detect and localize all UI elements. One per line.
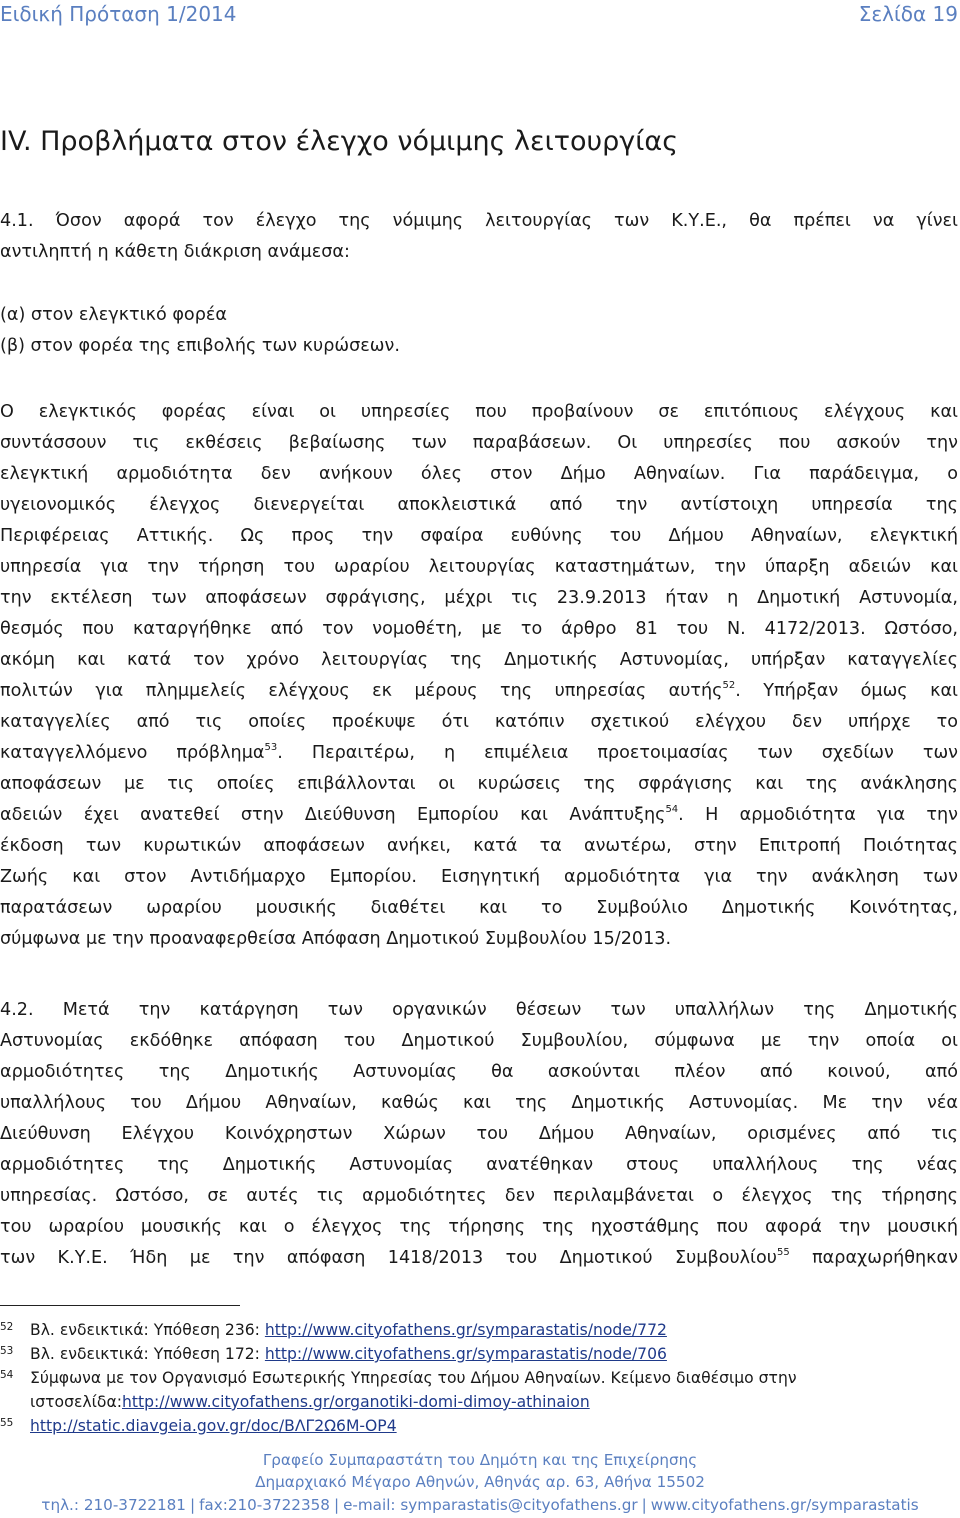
paragraph-line: συντάσσουν τις εκθέσεις βεβαίωσης των παραβάσεων. Οι υπηρεσίες που ασκούν την	[0, 433, 958, 453]
paragraph-line: σύμφωνα με την προαναφερθείσα Απόφαση Δημοτικού Συμβουλίου 15/2013.	[0, 929, 672, 949]
text-segment: παραχωρήθηκαν	[789, 1248, 958, 1268]
paragraph-line: παρατάσεων ωραρίου μουσικής διαθέτει και το Συμβούλιο Δημοτικής Κοινότητας,	[0, 898, 958, 918]
paragraph-4-1	[0, 206, 958, 268]
footnote-link[interactable]: http://www.cityofathens.gr/symparastatis/node/706	[264, 1345, 667, 1363]
paragraph-line: Ο ελεγκτικός φορέας είναι οι υπηρεσίες που προβαίνουν σε επιτόπιους ελέγχους και	[0, 402, 958, 422]
paragraph-line: Ζωής και στον Αντιδήμαρχο Εμπορίου. Εισηγητική αρμοδιότητα για την ανάκληση των	[0, 867, 958, 887]
footnote-ref-54[interactable]: 54	[665, 804, 679, 815]
text-segment: αδειών έχει ανατεθεί στην Διεύθυνση Εμπορίου και Ανάπτυξης	[0, 805, 666, 825]
header-document-title: Ειδική Πρόταση 1/2014	[0, 2, 237, 26]
footnote-ref-52[interactable]: 52	[722, 680, 736, 691]
footnote-text: ιστοσελίδα:	[30, 1393, 122, 1411]
footnote-separator	[0, 1305, 240, 1306]
text-segment: καταγγελλόμενο πρόβλημα	[0, 743, 265, 763]
footer-fax: fax:210-3722358	[199, 1496, 330, 1514]
paragraph-line: καταγγελίες από τις οποίες προέκυψε ότι κατόπιν σχετικού ελέγχου δεν υπήρχε το	[0, 712, 958, 732]
text-segment: . Η αρμοδιότητα για την	[678, 805, 958, 825]
footnote-text: Σύμφωνα με τον Οργανισμό Εσωτερικής Υπηρεσίας του Δήμου Αθηναίων. Κείμενο διαθέσιμο στην	[30, 1369, 797, 1387]
paragraph-line: Περιφέρειας Αττικής. Ως προς την σφαίρα ευθύνης του Δήμου Αθηναίων, ελεγκτική	[0, 526, 958, 546]
list-item: (β) στον φορέα της επιβολής των κυρώσεων.	[0, 336, 400, 356]
paragraph-line: υγειονομικός έλεγχος διενεργείται αποκλειστικά από την αντίστοιχη υπηρεσία της	[0, 495, 958, 515]
paragraph-line: αντιληπτή η κάθετη διάκριση ανάμεσα:	[0, 242, 350, 262]
footer-separator: |	[189, 1496, 196, 1514]
paragraph-line: 4.1. Όσον αφορά τον έλεγχο της νόμιμης λειτουργίας των Κ.Υ.Ε., θα πρέπει να γίνει	[0, 211, 958, 231]
footnote-link[interactable]: http://www.cityofathens.gr/symparastatis/node/772	[264, 1321, 667, 1339]
footer-separator: |	[333, 1496, 340, 1514]
paragraph-line: 4.2. Μετά την κατάργηση των οργανικών θέσεων των υπαλλήλων της Δημοτικής	[0, 1000, 958, 1020]
paragraph-line: αρμοδιότητες της Δημοτικής Αστυνομίας θα ασκούνται πλέον από κοινού, από	[0, 1062, 958, 1082]
paragraph-line: του ωραρίου μουσικής και ο έλεγχος της τήρησης της ηχοστάθμης που αφορά την μουσική	[0, 1217, 958, 1237]
section-title: IV. Προβλήματα στον έλεγχο νόμιμης λειτουργίας	[0, 126, 679, 157]
footnote-54	[0, 1366, 960, 1414]
header-page-number: Σελίδα 19	[858, 2, 958, 26]
footnote-55	[0, 1414, 960, 1438]
paragraph-line	[0, 676, 958, 707]
paragraph-line: Διεύθυνση Ελέγχου Κοινόχρηστων Χώρων του Δήμου Αθηναίων, ορισμένες από τις	[0, 1124, 958, 1144]
footer-separator: |	[641, 1496, 647, 1514]
footer-office-name: Γραφείο Συμπαραστάτη του Δημότη και της Επιχείρησης	[262, 1451, 698, 1469]
footnote-ref-55[interactable]: 55	[776, 1247, 790, 1258]
text-segment: των Κ.Υ.Ε. Ήδη με την απόφαση 1418/2013 του Δημοτικού Συμβουλίου	[0, 1248, 777, 1268]
footnote-link[interactable]: http://www.cityofathens.gr/organotiki-domi-dimoy-athinaion	[121, 1393, 590, 1411]
footer-phone: τηλ.: 210-3722181	[41, 1496, 186, 1514]
paragraph-line: θεσμός που καταργήθηκε από τον νομοθέτη, με το άρθρο 81 του Ν. 4172/2013. Ωστόσο,	[0, 619, 958, 639]
paragraph-line: αποφάσεων με τις οποίες επιβάλλονται οι κυρώσεις της σφράγισης και της ανάκλησης	[0, 774, 958, 794]
paragraph-line: υπηρεσία για την τήρηση του ωραρίου λειτουργίας καταστημάτων, την ύπαρξη αδειών και	[0, 557, 958, 577]
footnote-number: 55	[0, 1417, 14, 1429]
paragraph-line	[0, 1243, 958, 1274]
footnote-text: Βλ. ενδεικτικά: Υπόθεση 172:	[30, 1345, 265, 1363]
paragraph-4-2	[0, 995, 958, 1274]
footnote-52	[0, 1318, 960, 1342]
text-segment: . Υπήρξαν όμως και	[735, 681, 958, 701]
footnotes	[0, 1318, 960, 1438]
paragraph-line: Αστυνομίας εκδόθηκε απόφαση του Δημοτικού Συμβουλίου, σύμφωνα με την οποία οι	[0, 1031, 958, 1051]
paragraph-line: έκδοση των κυρωτικών αποφάσεων ανήκει, κατά τα ανωτέρω, στην Επιτροπή Ποιότητας	[0, 836, 958, 856]
footer-email[interactable]: e-mail: symparastatis@cityofathens.gr	[343, 1496, 638, 1514]
footnote-text: Βλ. ενδεικτικά: Υπόθεση 236:	[30, 1321, 265, 1339]
paragraph-line: ελεγκτική αρμοδιότητα δεν ανήκουν όλες στον Δήμο Αθηναίων. Για παράδειγμα, ο	[0, 464, 958, 484]
paragraph-line: αρμοδιότητες της Δημοτικής Αστυνομίας ανατέθηκαν στους υπαλλήλους της νέας	[0, 1155, 958, 1175]
footer-contacts	[0, 1496, 960, 1514]
paragraph-line: υπηρεσίας. Ωστόσο, σε αυτές τις αρμοδιότητες δεν περιλαμβάνεται ο έλεγχος της τήρησης	[0, 1186, 958, 1206]
paragraph-line	[0, 738, 958, 769]
text-segment: πολιτών για πλημμελείς ελέγχους εκ μέρους της υπηρεσίας αυτής	[0, 681, 723, 701]
item-list	[0, 300, 958, 362]
paragraph-line	[0, 800, 958, 831]
paragraph-body	[0, 397, 958, 955]
paragraph-line: ακόμη και κατά τον χρόνο λειτουργίας της Δημοτικής Αστυνομίας, υπήρξαν καταγγελίες	[0, 650, 958, 670]
paragraph-line: υπαλλήλους του Δήμου Αθηναίων, καθώς και της Δημοτικής Αστυνομίας. Με την νέα	[0, 1093, 958, 1113]
footnote-ref-53[interactable]: 53	[264, 742, 278, 753]
footnote-number: 52	[0, 1321, 14, 1333]
footnote-number: 54	[0, 1369, 14, 1381]
footnote-53	[0, 1342, 960, 1366]
text-segment: . Περαιτέρω, η επιμέλεια προετοιμασίας των σχεδίων των	[277, 743, 959, 763]
footer-address: Δημαρχιακό Μέγαρο Αθηνών, Αθηνάς αρ. 63, Αθήνα 15502	[255, 1473, 705, 1491]
list-item: (α) στον ελεγκτικό φορέα	[0, 305, 227, 325]
paragraph-line: την εκτέλεση των αποφάσεων σφράγισης, μέχρι τις 23.9.2013 ήταν η Δημοτική Αστυνομία,	[0, 588, 958, 608]
footer-website[interactable]: www.cityofathens.gr/symparastatis	[650, 1496, 919, 1514]
footnote-number: 53	[0, 1345, 14, 1357]
footnote-link[interactable]: http://static.diavgeia.gov.gr/doc/ΒΛΓ2Ω6Μ-ΟΡ4	[30, 1417, 397, 1435]
